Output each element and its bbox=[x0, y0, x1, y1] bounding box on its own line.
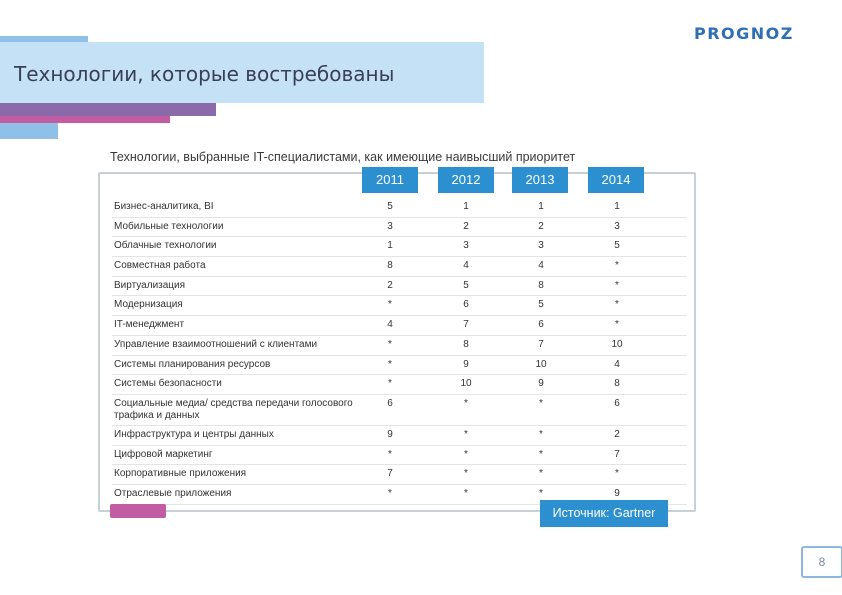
deco-bar-lightblue bbox=[0, 123, 58, 139]
table-row bbox=[112, 426, 687, 446]
rank-cell-2012: * bbox=[464, 448, 468, 460]
table-row bbox=[112, 446, 687, 466]
rank-cell-2013: * bbox=[539, 428, 543, 440]
row-label: Модернизация bbox=[114, 299, 183, 311]
table-row bbox=[112, 198, 687, 218]
table-row bbox=[112, 375, 687, 395]
row-label: Цифровой маркетинг bbox=[114, 448, 213, 460]
rank-cell-2012: 6 bbox=[463, 299, 469, 311]
rank-cell-2014: 9 bbox=[614, 487, 620, 499]
rank-cell-2011: 5 bbox=[387, 201, 393, 212]
rank-cell-2013: 10 bbox=[535, 358, 547, 370]
rank-cell-2014: 8 bbox=[614, 378, 620, 390]
row-label: Отраслевые приложения bbox=[114, 487, 232, 499]
row-label: Облачные технологии bbox=[114, 240, 217, 252]
table-row bbox=[112, 296, 687, 316]
rank-cell-2013: 9 bbox=[538, 378, 544, 390]
rank-cell-2013: 1 bbox=[538, 201, 544, 212]
rank-cell-2012: * bbox=[464, 397, 468, 409]
ranking-table bbox=[112, 198, 687, 505]
rank-cell-2013: 6 bbox=[538, 319, 544, 331]
table-subtitle: Технологии, выбранные IT-специалистами, как имеющие наивысший приоритет bbox=[110, 150, 576, 164]
page-title: Технологии, которые востребованы bbox=[14, 62, 395, 86]
row-label: Инфраструктура и центры данных bbox=[114, 428, 274, 440]
deco-bar-purple bbox=[0, 103, 216, 116]
rank-cell-2013: * bbox=[539, 397, 543, 409]
rank-cell-2011: * bbox=[388, 487, 392, 499]
page-number: 8 bbox=[801, 546, 842, 578]
row-label: Социальные медиа/ средства передачи голосового трафика и данных bbox=[114, 397, 353, 421]
rank-cell-2012: 1 bbox=[463, 201, 469, 212]
rank-cell-2014: 2 bbox=[614, 428, 620, 440]
rank-cell-2014: * bbox=[615, 299, 619, 311]
rank-cell-2011: * bbox=[388, 338, 392, 350]
row-label: Системы планирования ресурсов bbox=[114, 358, 271, 370]
rank-cell-2012: 3 bbox=[463, 240, 469, 252]
year-header-2011: 2011 bbox=[362, 167, 418, 193]
rank-cell-2014: 3 bbox=[614, 220, 620, 232]
row-label: Мобильные технологии bbox=[114, 220, 224, 232]
row-label: Совместная работа bbox=[114, 260, 206, 272]
rank-cell-2011: 6 bbox=[387, 397, 393, 409]
rank-cell-2011: 2 bbox=[387, 279, 393, 291]
table-row bbox=[112, 465, 687, 485]
row-label: Бизнес-аналитика, BI bbox=[114, 201, 214, 212]
rank-cell-2011: * bbox=[388, 378, 392, 390]
rank-cell-2013: 5 bbox=[538, 299, 544, 311]
table-row bbox=[112, 257, 687, 277]
rank-cell-2014: 1 bbox=[614, 201, 620, 212]
row-label: Системы безопасности bbox=[114, 378, 222, 390]
rank-cell-2012: 7 bbox=[463, 319, 469, 331]
rank-cell-2013: * bbox=[539, 448, 543, 460]
rank-cell-2014: * bbox=[615, 468, 619, 480]
deco-bar-pink bbox=[0, 116, 170, 123]
table-row bbox=[112, 218, 687, 238]
rank-cell-2012: 2 bbox=[463, 220, 469, 232]
rank-cell-2012: 8 bbox=[463, 338, 469, 350]
rank-cell-2012: 9 bbox=[463, 358, 469, 370]
rank-cell-2011: 8 bbox=[387, 260, 393, 272]
year-header-2012: 2012 bbox=[438, 167, 494, 193]
rank-cell-2014: 6 bbox=[614, 397, 620, 409]
year-header-2014: 2014 bbox=[588, 167, 644, 193]
table-row bbox=[112, 395, 687, 426]
row-label: Корпоративные приложения bbox=[114, 468, 247, 480]
row-label: Виртуализация bbox=[114, 279, 186, 291]
table-row bbox=[112, 277, 687, 297]
rank-cell-2014: * bbox=[615, 319, 619, 331]
year-header-2013: 2013 bbox=[512, 167, 568, 193]
table-row bbox=[112, 237, 687, 257]
rank-cell-2011: 3 bbox=[387, 220, 393, 232]
rank-cell-2013: 8 bbox=[538, 279, 544, 291]
table-row bbox=[112, 316, 687, 336]
rank-cell-2014: 5 bbox=[614, 240, 620, 252]
rank-cell-2011: 1 bbox=[387, 240, 393, 252]
table-row bbox=[112, 356, 687, 376]
rank-cell-2012: * bbox=[464, 487, 468, 499]
rank-cell-2013: * bbox=[539, 468, 543, 480]
rank-cell-2013: * bbox=[539, 487, 543, 499]
row-label: Управление взаимоотношений с клиентами bbox=[114, 338, 318, 350]
rank-cell-2012: 4 bbox=[463, 260, 469, 272]
rank-cell-2013: 3 bbox=[538, 240, 544, 252]
rank-cell-2013: 2 bbox=[538, 220, 544, 232]
rank-cell-2011: 7 bbox=[387, 468, 393, 480]
rank-cell-2012: * bbox=[464, 428, 468, 440]
rank-cell-2014: * bbox=[615, 279, 619, 291]
rank-cell-2014: * bbox=[615, 260, 619, 272]
table-row bbox=[112, 336, 687, 356]
rank-cell-2011: * bbox=[388, 358, 392, 370]
rank-cell-2014: 7 bbox=[614, 448, 620, 460]
row-label: IT-менеджмент bbox=[114, 319, 185, 331]
rank-cell-2012: * bbox=[464, 468, 468, 480]
rank-cell-2011: 9 bbox=[387, 428, 393, 440]
rank-cell-2011: * bbox=[388, 299, 392, 311]
rank-cell-2012: 5 bbox=[463, 279, 469, 291]
rank-cell-2011: * bbox=[388, 448, 392, 460]
rank-cell-2013: 7 bbox=[538, 338, 544, 350]
rank-cell-2012: 10 bbox=[460, 378, 472, 390]
rank-cell-2014: 4 bbox=[614, 358, 620, 370]
deco-pink-pill bbox=[110, 504, 166, 518]
rank-cell-2011: 4 bbox=[387, 319, 393, 331]
prognoz-logo: PROGNOZ bbox=[694, 24, 794, 43]
rank-cell-2013: 4 bbox=[538, 260, 544, 272]
source-badge: Источник: Gartner bbox=[540, 500, 668, 527]
rank-cell-2014: 10 bbox=[611, 338, 623, 350]
